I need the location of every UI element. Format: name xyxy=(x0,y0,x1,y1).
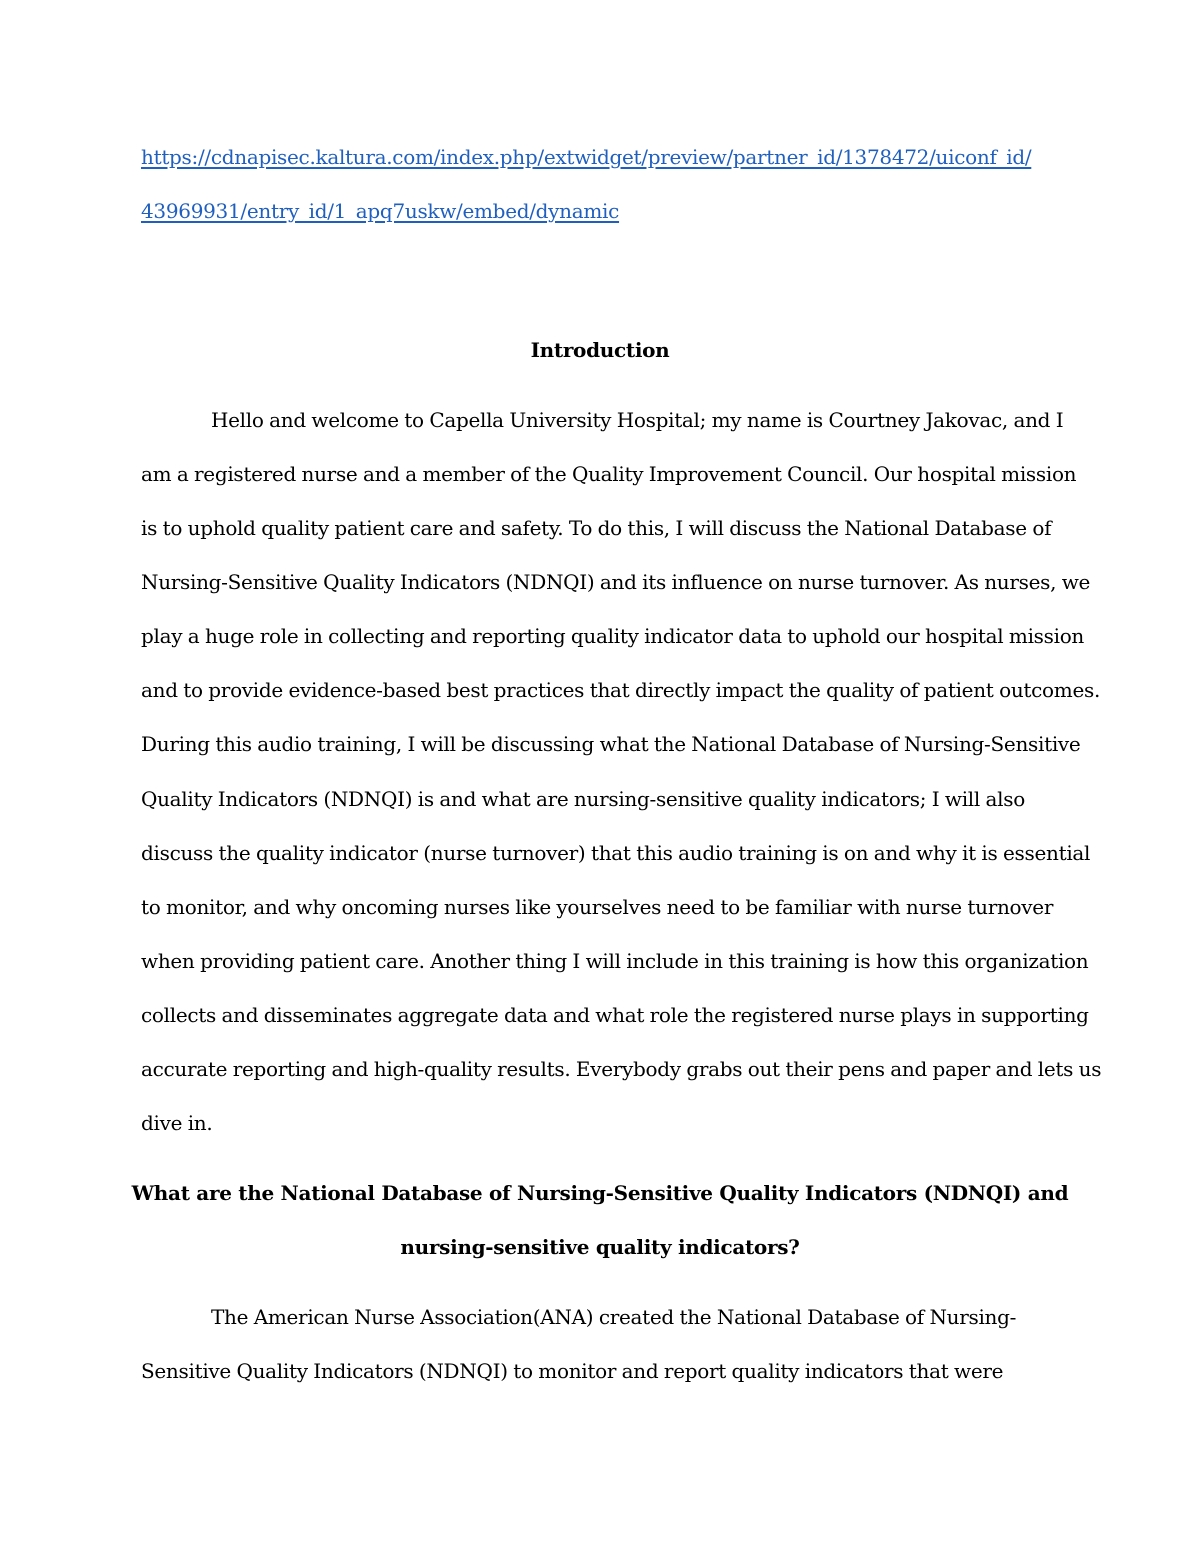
paragraph-line: accurate reporting and high-quality results. Everybody grabs out their pens and paper and lets us xyxy=(141,1057,1102,1081)
ndnqi-heading-line-1: What are the National Database of Nursing-Sensitive Quality Indicators (NDNQI) and xyxy=(131,1181,1069,1205)
paragraph-line: Nursing-Sensitive Quality Indicators (NDNQI) and its influence on nurse turnover. As nurses, we xyxy=(141,570,1091,594)
paragraph-line: play a huge role in collecting and reporting quality indicator data to uphold our hospital mission xyxy=(141,624,1085,648)
introduction-heading: Introduction xyxy=(530,338,670,362)
paragraph-line: During this audio training, I will be discussing what the National Database of Nursing-Sensitive xyxy=(141,732,1081,756)
video-link-line-1[interactable]: https://cdnapisec.kaltura.com/index.php/extwidget/preview/partner_id/1378472/uiconf_id/ xyxy=(141,145,1032,169)
paragraph-line: am a registered nurse and a member of the Quality Improvement Council. Our hospital mission xyxy=(141,462,1077,486)
paragraph-line: to monitor, and why oncoming nurses like yourselves need to be familiar with nurse turnover xyxy=(141,895,1054,919)
paragraph-line: The American Nurse Association(ANA) created the National Database of Nursing- xyxy=(211,1305,1017,1329)
paragraph-line: is to uphold quality patient care and safety. To do this, I will discuss the National Database of xyxy=(141,516,1052,540)
paragraph-line: dive in. xyxy=(141,1111,213,1135)
paragraph-line: discuss the quality indicator (nurse turnover) that this audio training is on and why it is essential xyxy=(141,841,1091,865)
video-link-line-2[interactable]: 43969931/entry_id/1_apq7uskw/embed/dynamic xyxy=(141,199,620,223)
paragraph-line: collects and disseminates aggregate data and what role the registered nurse plays in supporting xyxy=(141,1003,1089,1027)
paragraph-line: Hello and welcome to Capella University Hospital; my name is Courtney Jakovac, and I xyxy=(211,408,1064,432)
paragraph-line: and to provide evidence-based best practices that directly impact the quality of patient outcomes. xyxy=(141,678,1101,702)
paragraph-line: Sensitive Quality Indicators (NDNQI) to monitor and report quality indicators that were xyxy=(141,1359,1004,1383)
paragraph-line: Quality Indicators (NDNQI) is and what are nursing-sensitive quality indicators; I will also xyxy=(141,787,1025,811)
paragraph-line: when providing patient care. Another thing I will include in this training is how this organization xyxy=(141,949,1089,973)
ndnqi-heading-line-2: nursing-sensitive quality indicators? xyxy=(400,1235,800,1259)
